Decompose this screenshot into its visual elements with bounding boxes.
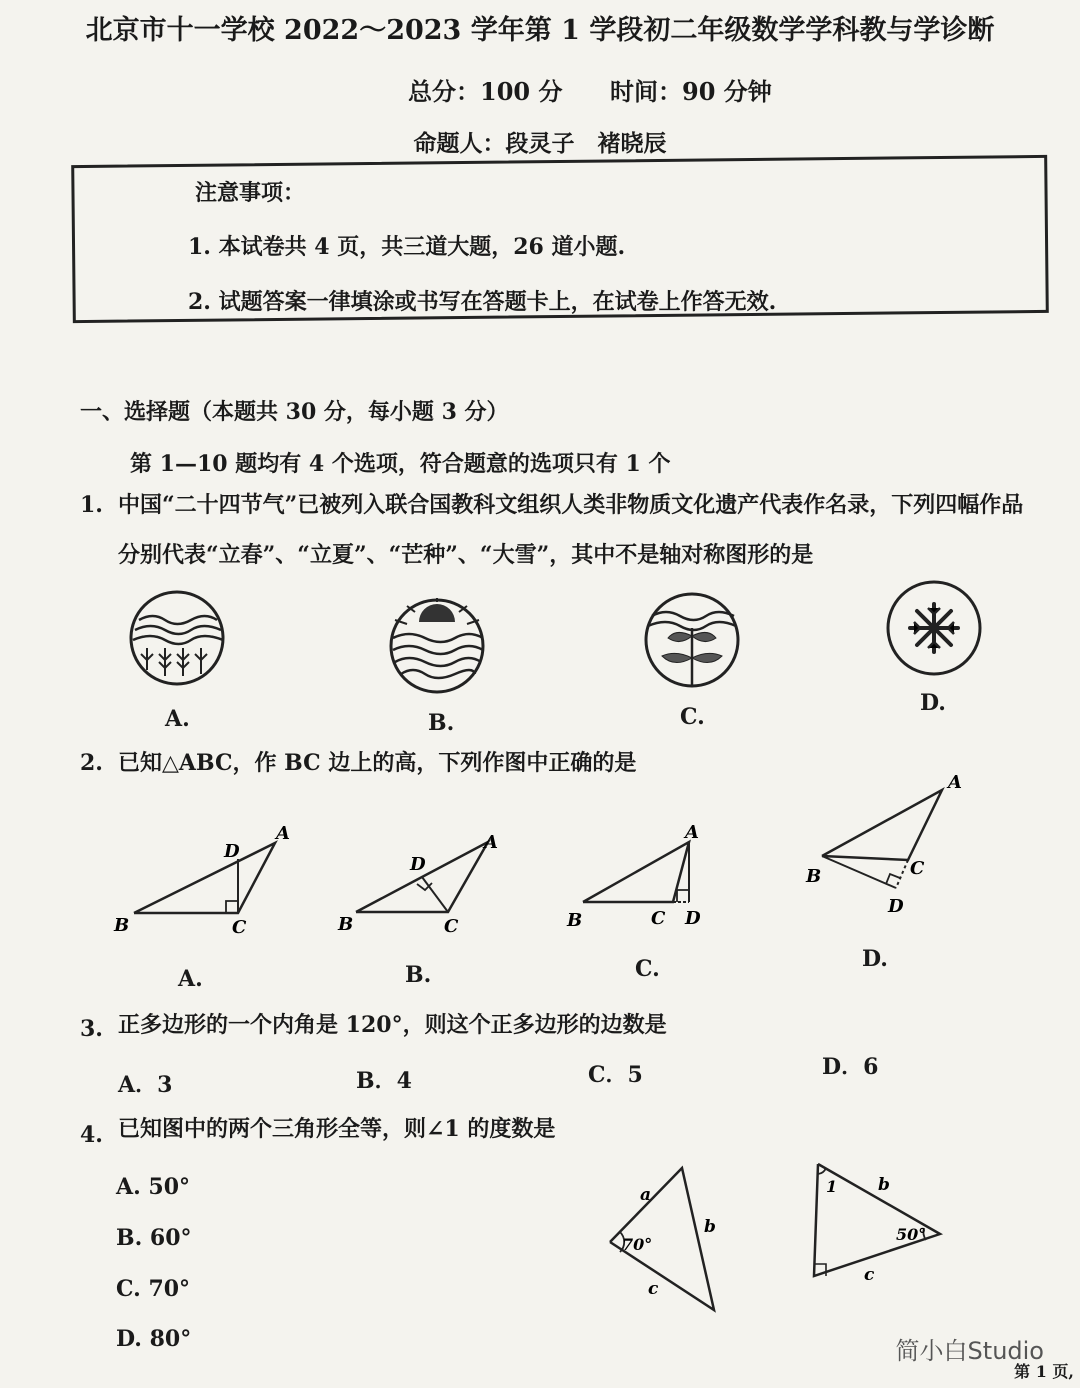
q1-option-a: A. [165, 706, 190, 732]
label-d: D [224, 841, 240, 862]
q1-option-b: B. [428, 710, 455, 736]
q2-figure-d [800, 770, 980, 920]
label-b: B [567, 910, 583, 931]
q2-option-a: A. [178, 966, 203, 992]
q1-option-c: C. [680, 704, 705, 730]
label-a: A [685, 822, 699, 843]
q3-option-b: B．4 [356, 1068, 412, 1094]
q3-option-a: A．3 [118, 1072, 173, 1098]
q4-option-b: B. 60° [116, 1225, 192, 1251]
notice-heading: 注意事项： [195, 180, 306, 206]
label-b: B [806, 866, 822, 887]
q2-option-d: D. [862, 946, 888, 972]
q1-figure-a-spring [125, 590, 235, 690]
side-c-label: c [648, 1279, 659, 1299]
label-a: A [484, 832, 498, 853]
q1-figure-d-snow [880, 580, 990, 680]
authors: 命题人：段灵子 褚晓辰 [413, 130, 667, 157]
q3-number: 3. [80, 1016, 103, 1042]
label-d: D [888, 896, 904, 917]
notice-item-1: 1. 本试卷共 4 页，共三道大题，26 道小题. [188, 234, 626, 260]
exam-time: 时间：90 分钟 [610, 77, 772, 106]
angle-1-label: 1 [826, 1177, 838, 1196]
watermark: 简小白Studio [895, 1337, 1044, 1365]
label-c: C [232, 917, 247, 938]
angle-50-label: 50° [896, 1225, 927, 1244]
label-d: D [410, 854, 426, 875]
q4-option-c: C. 70° [116, 1276, 191, 1302]
q2-figure-a [110, 815, 300, 940]
q1-number: 1. [80, 492, 103, 518]
label-a: A [276, 823, 290, 844]
total-score: 总分：100 分 [408, 77, 563, 106]
q3-stem: 正多边形的一个内角是 120°，则这个正多边形的边数是 [118, 1012, 667, 1038]
exam-title: 北京市十一学校 2022～2023 学年第 1 学段初二年级数学学科教与学诊断 [85, 15, 995, 46]
label-b: B [114, 915, 130, 936]
label-c: C [651, 908, 666, 929]
q3-option-c: C．5 [588, 1062, 643, 1088]
label-c: C [444, 916, 459, 937]
q1-figure-c-grain [640, 592, 750, 692]
side-b-label: b [704, 1217, 716, 1237]
section-heading: 一、选择题（本题共 30 分，每小题 3 分） [80, 399, 509, 425]
side-c-label: c [864, 1265, 875, 1285]
label-c: C [910, 858, 925, 879]
q1-figure-b-summer [385, 598, 495, 698]
label-b: B [338, 914, 354, 935]
notice-item-2: 2. 试题答案一律填涂或书写在答题卡上，在试卷上作答无效. [188, 289, 777, 315]
q4-option-d: D. 80° [116, 1326, 192, 1352]
label-a: A [948, 772, 962, 793]
side-a-label: a [640, 1185, 652, 1205]
q4-stem: 已知图中的两个三角形全等，则∠1 的度数是 [118, 1116, 556, 1142]
angle-70-label: 70° [622, 1235, 653, 1254]
q2-figure-c [555, 820, 745, 940]
q2-option-b: B. [405, 962, 432, 988]
section-instructions: 第 1—10 题均有 4 个选项，符合题意的选项只有 1 个 [130, 451, 671, 477]
q2-stem: 已知△ABC，作 BC 边上的高，下列作图中正确的是 [118, 750, 637, 776]
q3-option-d: D．6 [822, 1054, 879, 1080]
q2-figure-b [330, 830, 520, 945]
q2-option-c: C. [635, 956, 660, 982]
q4-option-a: A. 50° [116, 1174, 191, 1200]
label-d: D [685, 908, 701, 929]
q1-option-d: D. [920, 690, 946, 716]
side-b-label: b [878, 1175, 890, 1195]
q4-number: 4. [80, 1122, 103, 1148]
q2-number: 2. [80, 750, 103, 776]
q4-triangle-right [800, 1150, 960, 1290]
q4-triangle-left [600, 1160, 740, 1320]
q1-stem-line2: 分别代表“立春”、“立夏”、“芒种”、“大雪”，其中不是轴对称图形的是 [118, 542, 814, 568]
page-number: 第 1 页, [1014, 1362, 1074, 1381]
q1-stem-line1: 中国“二十四节气”已被列入联合国教科文组织人类非物质文化遗产代表作名录，下列四幅作品 [118, 492, 1024, 518]
